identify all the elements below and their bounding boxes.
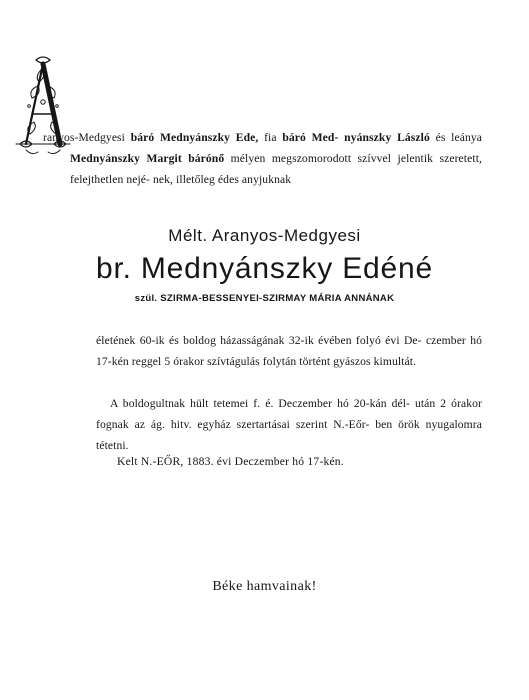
dated-line: Kelt N.-EŐR, 1883. évi Deczember hó 17-kén.: [117, 455, 344, 468]
husband-name: báró Mednyánszky Ede,: [130, 131, 259, 144]
son-name-part1: báró Med-: [282, 131, 339, 144]
intro-son-word: fia: [258, 131, 283, 144]
deceased-name: br. Mednyánszky Edéné: [96, 252, 433, 285]
daughter-name: Mednyánszky Margit bárónő: [70, 152, 225, 165]
intro-daughter-word: és leánya: [429, 131, 483, 144]
ornamental-initial-a-icon: [14, 56, 72, 160]
funeral-paragraph: [96, 393, 482, 456]
funeral-text: A boldogultnak hült tetemei f. é. Deczember hó 20-kán dél- után 2 órakor fognak az ág. hitv. egyház szertartásai szerint N.-Eőr- ben örök nyugalomra tétetni.: [96, 397, 482, 452]
intro-paragraph: [43, 127, 483, 190]
closing-line: Béke hamvainak!: [212, 579, 317, 594]
intro-rest: mélyen megszomorodott szívvel jelentik szeretett, felejthetlen nejé- nek, illetőleg édes anyjuknak: [70, 152, 483, 186]
maiden-name: szül. SZIRMA-BESSENYEI-SZIRMAY MÁRIA ANNÁNAK: [134, 293, 395, 304]
son-name-part2: nyánszky László: [344, 131, 430, 144]
intro-line-start: ranyos-Medgyesi: [43, 131, 131, 144]
death-paragraph: életének 60-ik és boldog házasságának 32-ik évében folyó évi De- czember hó 17-kén reggel 5 órakor szívtágulás folytán történt gyászos kimultát.: [96, 334, 482, 368]
deceased-title-prefix: Mélt. Aranyos-Medgyesi: [168, 226, 361, 245]
